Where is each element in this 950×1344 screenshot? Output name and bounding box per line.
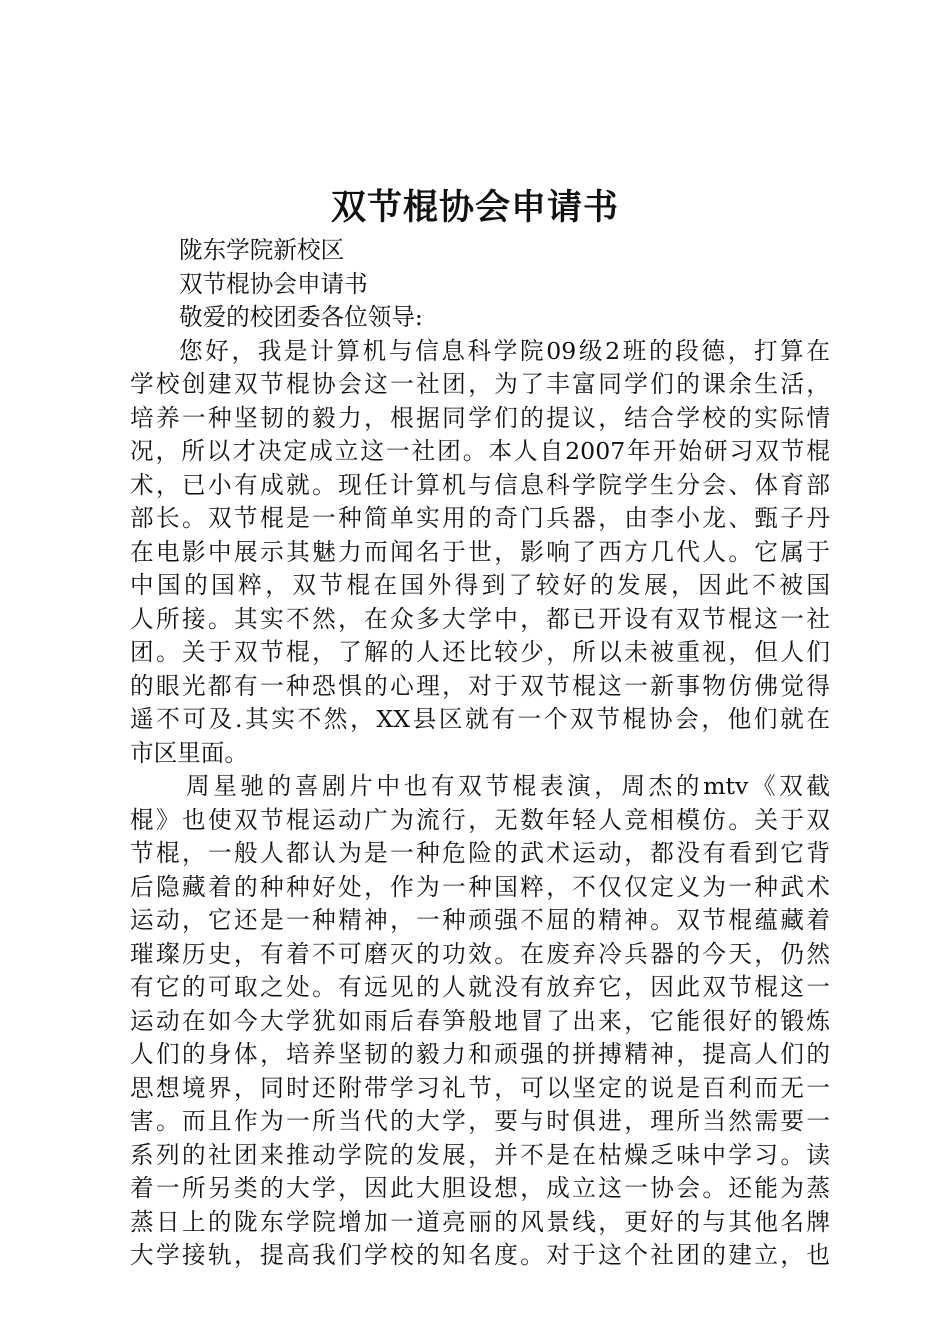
header-line-subject: 双节棍协会申请书 [179,269,368,298]
document-title: 双节棍协会申请书 [330,188,619,228]
salutation: 敬爱的校团委各位领导: [179,303,423,331]
paragraph-1 [130,335,830,771]
paragraph-2-line: 害。而且作为一所当代的大学，要与时俱进，理所当然需要一 [130,1107,830,1135]
header-line-school: 陇东学院新校区 [179,236,345,264]
paragraph-2-line: 有它的可取之处。有远见的人就没有放弃它，因此双节棍这一 [130,973,830,1001]
paragraph-2-line: 蒸日上的陇东学院增加一道亮丽的风景线，更好的与其他名牌 [130,1207,830,1236]
paragraph-2-line: 棍》也使双节棍运动广为流行，无数年轻人竞相模仿。关于双 [130,805,830,834]
paragraph-1-line: 培养一种坚韧的毅力，根据同学们的提议，结合学校的实际情 [130,403,830,432]
paragraph-1-line: 在电影中展示其魅力而闻名于世，影响了西方几代人。它属于 [130,537,830,566]
paragraph-2-line: 人们的身体，培养坚韧的毅力和顽强的拼搏精神，提高人们的 [130,1040,830,1068]
paragraph-1-line: 况，所以才决定成立这一社团。本人自2007年开始研习双节棍 [130,437,830,465]
paragraph-1-line: 中国的国粹，双节棍在国外得到了较好的发展，因此不被国 [130,571,830,599]
paragraph-2-line: 周星驰的喜剧片中也有双节棍表演，周杰的mtv《双截 [186,772,830,800]
document-body [130,234,830,1273]
paragraph-1-line: 您好，我是计算机与信息科学院09级2班的段德，打算在 [179,336,830,365]
paragraph-1-line: 市区里面。 [130,738,248,767]
paragraph-1-line: 术，已小有成就。现任计算机与信息科学院学生分会、体育部 [130,470,830,499]
paragraph-2-line: 璀璨历史，有着不可磨灭的功效。在废弃冷兵器的今天，仍然 [130,939,830,968]
paragraph-2-line: 运动，它还是一种精神，一种顽强不屈的精神。双节棍蕴藏着 [130,906,830,934]
paragraph-1-line: 的眼光都有一种恐惧的心理，对于双节棍这一新事物仿佛觉得 [130,671,830,700]
paragraph-1-line: 部长。双节棍是一种简单实用的奇门兵器，由李小龙、甄子丹 [130,504,830,532]
paragraph-2-line: 大学接轨，提高我们学校的知名度。对于这个社团的建立，也 [130,1241,830,1269]
paragraph-1-line: 团。关于双节棍，了解的人还比较少，所以未被重视，但人们 [130,638,830,666]
paragraph-1-line: 学校创建双节棍协会这一社团，为了丰富同学们的课余生活， [130,370,830,398]
paragraph-2-line: 后隐藏着的种种好处，作为一种国粹，不仅仅定义为一种武术 [130,872,830,901]
paragraph-2 [130,770,830,1273]
paragraph-2-line: 着一所另类的大学，因此大胆设想，成立这一协会。还能为蒸 [130,1174,830,1202]
paragraph-2-line: 节棍，一般人都认为是一种危险的武术运动，都没有看到它背 [130,839,830,867]
paragraph-2-line: 运动在如今大学犹如雨后春笋般地冒了出来，它能很好的锻炼 [130,1006,830,1035]
paragraph-2-line: 系列的社团来推动学院的发展，并不是在枯燥乏味中学习。读 [130,1140,830,1169]
paragraph-2-line: 思想境界，同时还附带学习礼节，可以坚定的说是百利而无一 [130,1073,830,1102]
paragraph-1-line: 遥不可及.其实不然，XX县区就有一个双节棍协会，他们就在 [130,705,830,733]
paragraph-1-line: 人所接。其实不然，在众多大学中，都已开设有双节棍这一社 [130,604,830,633]
